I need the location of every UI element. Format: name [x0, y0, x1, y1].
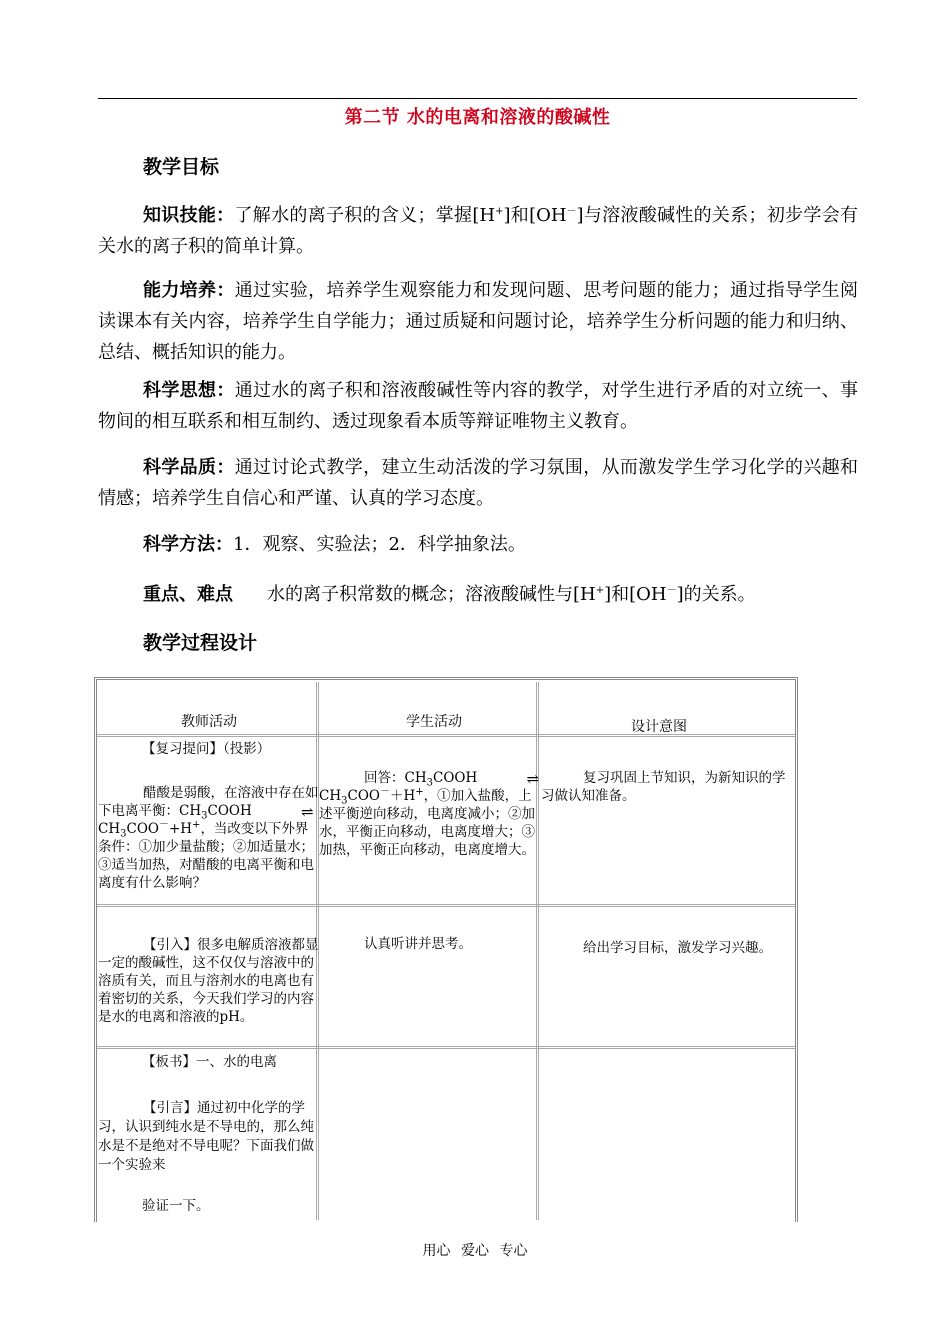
- intent-review: 复习巩固上节知识，为新知识的学习做认知准备。: [541, 770, 786, 804]
- knowledge-text: 了解水的离子积的含义；掌握[H: [234, 205, 496, 226]
- teacher-review-body: 醋酸是弱酸，在溶液中存在如下电离平衡：$CH_3COOH$ ⇌ $CH_3COO^-+H^+$，当改变以下外界条件：①加少量盐酸；②加适量水；③适当加热，对醋酸的电离平衡和电离度有什么影响？: [98, 785, 319, 891]
- thought-text: 通过水的离子积和溶液酸碱性等内容的教学，对学生进行矛盾的对立统一、事物间的相互联系和相互制约、透过现象看本质等辩证唯物主义教育。: [98, 380, 859, 432]
- intent-intro: 给出学习目标，激发学习兴趣。: [583, 940, 772, 956]
- goals-heading: 教学目标: [143, 156, 220, 178]
- process-table: [94, 677, 798, 1222]
- thought-label: 科学思想：: [143, 380, 235, 401]
- header-intent: 设计意图: [631, 719, 687, 735]
- key-label: 重点、难点: [143, 584, 233, 605]
- key-row: 重点、难点 水的离子积常数的概念；溶液酸碱性与[H+]和[OH－]的关系。: [143, 584, 756, 605]
- knowledge-text-c: ]与溶液酸碱性的关系；初步学会有关水的离子积的简单计算。: [98, 205, 859, 257]
- equilibrium-arrow-icon: ⇌: [526, 769, 540, 788]
- quality-paragraph: [98, 452, 858, 514]
- page-title: 第二节 水的电离和溶液的酸碱性: [344, 107, 611, 128]
- ability-paragraph: [98, 275, 858, 368]
- student-review-answer: 回答：$CH_3COOH$ ⇌ $CH_3COO^-+H^+$，①加入盐酸，上述平衡逆向移动，电离度减小；②加水，平衡正向移动，电离度增大；③加热，平衡正向移动，电离度增大。: [319, 769, 540, 858]
- teacher-lead-in: 【引言】通过初中化学的学习，认识到纯水是不导电的，那么纯水是不是绝对不导电呢？下面我们做一个实验来: [98, 1100, 314, 1173]
- process-heading: 教学过程设计: [143, 632, 258, 654]
- header-teacher: 教师活动: [181, 714, 237, 730]
- page-footer: 用心 爱心 专心: [422, 1243, 528, 1259]
- knowledge-paragraph: 知识技能：了解水的离子积的含义；掌握[H+]和[OH－]与溶液酸碱性的关系；初步学会有关水的离子积的简单计算。: [98, 205, 859, 257]
- header-student: 学生活动: [406, 714, 462, 730]
- ability-text: 通过实验，培养学生观察能力和发现问题、思考问题的能力；通过指导学生阅读课本有关内容，培养学生自学能力；通过质疑和问题讨论，培养学生分析问题的能力和归纳、总结、概括知识的能力。: [98, 280, 859, 363]
- teacher-board-note: 【板书】一、水的电离: [142, 1054, 277, 1070]
- key-text-b: ]和[OH: [604, 584, 667, 605]
- knowledge-label: 知识技能：: [143, 205, 235, 226]
- method-label: 科学方法：: [143, 534, 233, 555]
- equilibrium-arrow-icon: ⇌: [301, 802, 314, 821]
- method-row: [143, 530, 526, 556]
- row-divider: [97, 1046, 795, 1049]
- student-intro: 认真听讲并思考。: [364, 936, 472, 952]
- teacher-review-head: 【复习提问】（投影）: [142, 741, 271, 757]
- key-text: 水的离子积常数的概念；溶液酸碱性与[H: [267, 584, 596, 605]
- teacher-intro: 【引入】很多电解质溶液都显一定的酸碱性，这不仅仅与溶液中的溶质有关，而且与溶剂水的电离也有着密切的关系，今天我们学习的内容是水的电离和溶液的pH。: [98, 937, 319, 1025]
- key-text-c: ]的关系。: [676, 584, 756, 605]
- row-divider: [97, 904, 795, 907]
- thought-paragraph: [98, 375, 858, 437]
- quality-text: 通过讨论式教学，建立生动活泼的学习氛围，从而激发学生学习化学的兴趣和情感；培养学生自信心和严谨、认真的学习态度。: [98, 457, 859, 509]
- top-rule: [98, 98, 857, 99]
- method-text: 1．观察、实验法；2．科学抽象法。: [233, 534, 526, 555]
- quality-label: 科学品质：: [143, 457, 235, 478]
- column-divider: [536, 682, 539, 1220]
- knowledge-text-b: ]和[OH: [503, 205, 567, 226]
- teacher-lead-in-end: 验证一下。: [142, 1198, 210, 1214]
- ability-label: 能力培养：: [143, 280, 235, 301]
